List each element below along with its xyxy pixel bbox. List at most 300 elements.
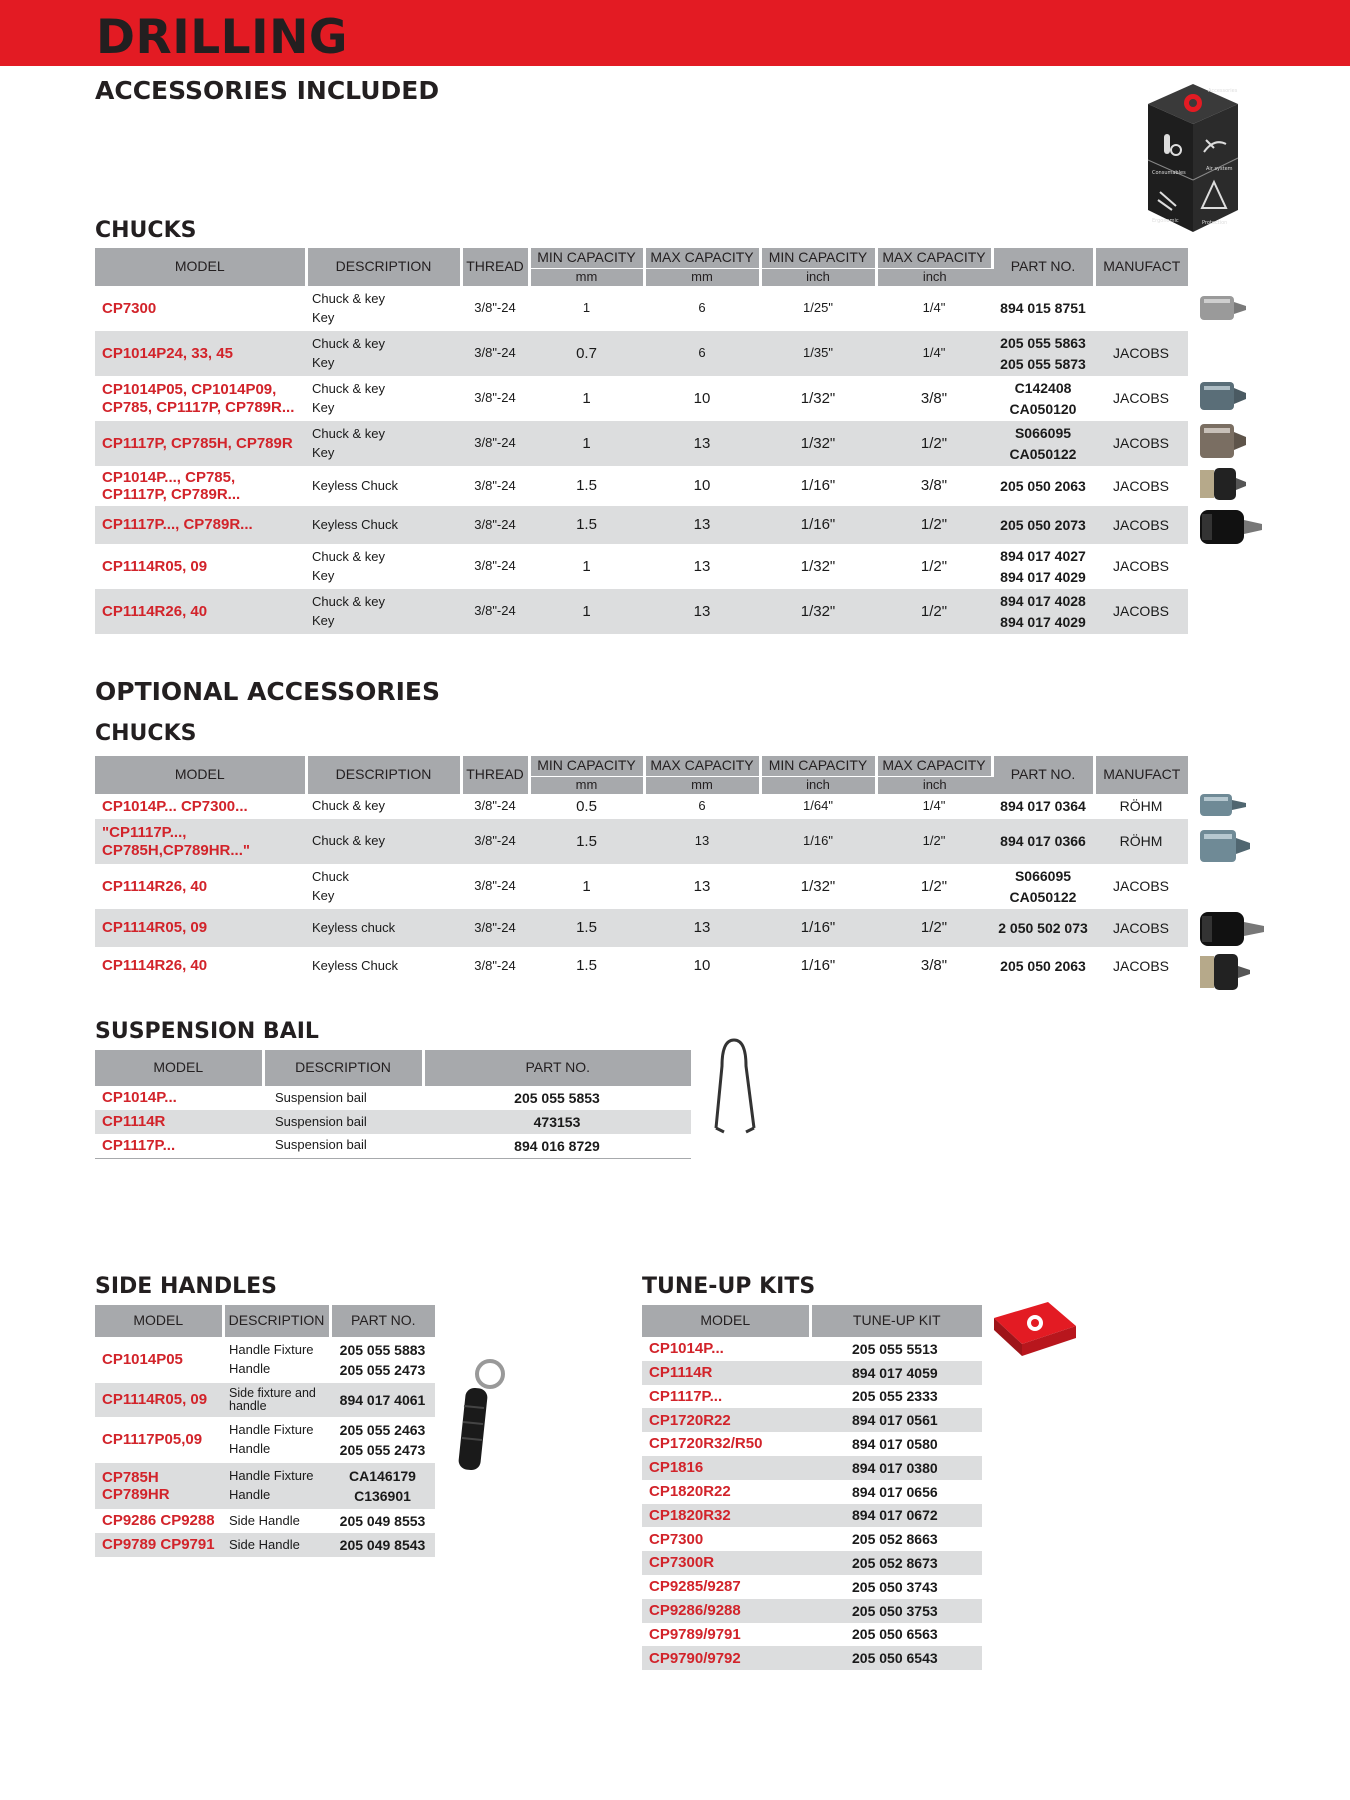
part-no-cell	[992, 286, 1094, 331]
table-row	[95, 1417, 435, 1463]
table-row	[95, 544, 1188, 589]
manufacturer-cell: RÖHM	[1094, 819, 1188, 864]
min-mm-cell: 1	[582, 389, 591, 407]
part-no-cell	[992, 544, 1094, 589]
thread-cell: 3/8"-24	[461, 331, 529, 376]
max-inch-cell: 3/8"	[920, 477, 948, 495]
thread-cell: 3/8"-24	[461, 421, 529, 466]
description-line: Side Handle	[229, 1536, 300, 1552]
min-inch-cell: 1/32"	[760, 589, 876, 634]
manufacturer-cell: JACOBS	[1112, 957, 1169, 974]
page-title: DRILLING	[96, 10, 348, 65]
table-row	[642, 1385, 982, 1409]
description-cell	[223, 1463, 330, 1509]
min-inch-cell: 1/16"	[800, 477, 836, 495]
model-cell: CP1014P05, CP1014P09, CP785, CP1117P, CP789R...	[102, 381, 295, 416]
badge-label: Protection	[1202, 220, 1228, 226]
table-row	[95, 589, 1188, 634]
part-no-cell	[992, 376, 1094, 421]
table-row	[642, 1432, 982, 1456]
min-inch-cell: 1/32"	[800, 557, 836, 575]
model-cell: CP1014P05	[102, 1351, 183, 1369]
model-cell: CP1820R22	[649, 1483, 731, 1501]
description-line: Handle	[229, 1487, 271, 1502]
description-line: Keyless Chuck	[312, 477, 398, 493]
table-row	[95, 286, 1188, 331]
part-no: 205 050 2073	[1000, 516, 1086, 533]
manufacturer-cell: JACOBS	[1112, 558, 1169, 575]
max-mm-cell: 10	[693, 957, 711, 975]
part-no-cell	[992, 466, 1094, 506]
min-inch-cell: 1/32"	[800, 877, 836, 895]
part-no: 894 017 4029	[1000, 568, 1086, 585]
part-no: 205 055 2473	[339, 1362, 426, 1378]
model-cell: CP7300R	[642, 1551, 810, 1575]
min-mm-cell: 1.5	[576, 477, 597, 495]
table-row	[95, 819, 1188, 864]
table-row	[642, 1527, 982, 1551]
table-row	[642, 1456, 982, 1480]
chuck-image	[1198, 952, 1254, 992]
max-mm-cell: 13	[644, 506, 760, 544]
col-description: DESCRIPTION	[263, 1050, 423, 1086]
min-inch-cell: 1/16"	[760, 819, 876, 864]
part-no: 205 055 5863	[1000, 335, 1086, 352]
col-description: DESCRIPTION	[223, 1305, 330, 1337]
side-handles-table	[95, 1305, 435, 1557]
min-mm-cell: 1.5	[529, 506, 644, 544]
part-no: 894 017 4027	[1000, 548, 1086, 565]
part-no-cell	[992, 947, 1094, 985]
manufacturer-cell	[1094, 286, 1188, 331]
max-inch-cell: 1/2"	[920, 877, 948, 895]
max-inch-cell: 1/2"	[876, 909, 992, 947]
part-no: S066095	[1014, 425, 1072, 442]
col-part-no: PART NO.	[992, 756, 1094, 794]
table-row	[95, 506, 1188, 544]
description-line: Keyless chuck	[312, 919, 396, 935]
manufacturer-cell: JACOBS	[1112, 390, 1169, 407]
part-no-cell	[330, 1533, 435, 1557]
part-no-cell: 894 016 8729	[423, 1134, 691, 1158]
thread-cell: 3/8"-24	[461, 909, 529, 947]
unit-mm: mm	[529, 268, 644, 286]
tune-up-kit-cell: 894 017 0380	[810, 1456, 982, 1480]
description-line: Key	[312, 612, 335, 628]
tune-up-kit-cell: 894 017 0561	[810, 1408, 982, 1432]
min-inch-cell: 1/25"	[803, 300, 833, 316]
description-cell	[306, 466, 461, 506]
description-cell	[223, 1509, 330, 1533]
max-mm-cell: 10	[693, 389, 711, 407]
model-cell: CP9789 CP9791	[95, 1533, 223, 1557]
part-no-cell	[992, 794, 1094, 819]
description-cell	[306, 589, 461, 634]
part-no-cell	[992, 506, 1094, 544]
part-no-cell	[992, 864, 1094, 909]
description-line: Chuck & key	[312, 548, 385, 564]
model-cell: CP1114R26, 40	[102, 877, 208, 895]
manufacturer-cell: JACOBS	[1094, 421, 1188, 466]
col-max-capacity-mm: MAX CAPACITY	[644, 248, 760, 268]
description-line: Chuck & key	[312, 798, 385, 814]
col-part-no: PART NO.	[423, 1050, 691, 1086]
max-mm-cell: 6	[698, 798, 706, 814]
table-row	[95, 331, 1188, 376]
description-line: Key	[312, 887, 335, 903]
max-mm-cell: 13	[644, 819, 760, 864]
max-inch-cell: 1/2"	[876, 819, 992, 864]
model-cell: CP1014P...	[102, 1089, 177, 1107]
max-mm-cell: 13	[693, 877, 711, 895]
model-cell: CP1117P...	[649, 1387, 723, 1405]
max-mm-cell: 6	[698, 300, 706, 316]
min-inch-cell: 1/16"	[800, 957, 836, 975]
manufacturer-cell: JACOBS	[1112, 477, 1169, 494]
table-row	[95, 1533, 435, 1557]
part-no-cell	[992, 589, 1094, 634]
suspension-bail-image	[706, 1036, 762, 1136]
part-no: 894 017 4028	[1000, 593, 1086, 610]
table-row	[95, 1509, 435, 1533]
model-cell: CP1114R	[95, 1110, 263, 1134]
min-mm-cell: 0.5	[576, 797, 597, 815]
manufacturer-cell: JACOBS	[1112, 878, 1169, 895]
thread-cell: 3/8"-24	[474, 477, 516, 493]
max-inch-cell: 1/2"	[876, 506, 992, 544]
col-model: MODEL	[95, 1050, 263, 1086]
model-cell: CP1014P...	[649, 1340, 724, 1358]
model-cell: CP9789/9791	[649, 1625, 741, 1643]
model-cell: CP1816	[642, 1456, 810, 1480]
model-cell: CP1117P05,09	[102, 1431, 203, 1449]
max-mm-cell: 6	[644, 331, 760, 376]
min-mm-cell: 1.5	[529, 819, 644, 864]
table-row	[642, 1551, 982, 1575]
manufacturer-cell: JACOBS	[1094, 506, 1188, 544]
tune-up-kit-cell: 205 052 8663	[852, 1531, 938, 1548]
min-inch-cell: 1/32"	[800, 389, 836, 407]
chuck-image	[1198, 290, 1250, 326]
included-chucks-table	[95, 248, 1188, 634]
description-line: Handle	[229, 1441, 271, 1456]
description-cell	[306, 864, 461, 909]
unit-inch: inch	[876, 776, 992, 794]
unit-mm: mm	[644, 776, 760, 794]
thread-cell: 3/8"-24	[474, 878, 516, 894]
description-cell	[306, 544, 461, 589]
chuck-image	[1198, 908, 1276, 950]
min-inch-cell: 1/16"	[760, 506, 876, 544]
thread-cell: 3/8"-24	[461, 819, 529, 864]
table-row	[642, 1480, 982, 1504]
table-row	[642, 1575, 982, 1599]
part-no: 205 049 8553	[339, 1512, 426, 1529]
model-cell: CP1117P..., CP789R...	[95, 506, 306, 544]
manufacturer-cell: JACOBS	[1094, 589, 1188, 634]
min-mm-cell: 0.7	[529, 331, 644, 376]
model-cell: CP1114R26, 40	[95, 589, 306, 634]
part-no: 894 017 4061	[339, 1391, 426, 1408]
col-min-capacity-mm: MIN CAPACITY	[529, 756, 644, 776]
part-no: 205 055 5883	[339, 1341, 426, 1358]
description-line: Key	[312, 309, 335, 325]
description-cell: Suspension bail	[263, 1110, 423, 1134]
max-inch-cell: 1/4"	[876, 331, 992, 376]
part-no: 2 050 502 073	[998, 919, 1088, 936]
min-mm-cell: 1.5	[529, 909, 644, 947]
model-cell: CP1114R05, 09	[95, 909, 306, 947]
thread-cell: 3/8"-24	[474, 798, 516, 814]
chuck-image	[1198, 506, 1272, 548]
tune-up-kit-cell: 205 055 5513	[852, 1340, 938, 1357]
min-inch-cell: 1/16"	[760, 909, 876, 947]
part-no-cell	[330, 1337, 435, 1383]
description-line: Chuck & key	[312, 290, 385, 306]
table-row	[642, 1337, 982, 1361]
model-cell: CP9790/9792	[642, 1646, 810, 1670]
description-cell	[306, 421, 461, 466]
table-row	[95, 864, 1188, 909]
chuck-image	[1198, 466, 1250, 502]
max-mm-cell: 13	[644, 589, 760, 634]
part-no-cell: 205 055 5853	[514, 1089, 600, 1106]
thread-cell: 3/8"-24	[461, 506, 529, 544]
col-model: MODEL	[95, 248, 306, 286]
max-mm-cell: 13	[693, 557, 711, 575]
max-inch-cell: 1/2"	[876, 421, 992, 466]
tune-up-kit-cell: 205 055 2333	[852, 1388, 938, 1405]
description-cell	[306, 331, 461, 376]
model-cell: CP1117P...	[95, 1134, 263, 1158]
unit-inch: inch	[760, 776, 876, 794]
tune-up-kit-cell: 205 050 3743	[852, 1578, 938, 1595]
thread-cell: 3/8"-24	[474, 300, 516, 316]
table-row	[95, 1086, 691, 1110]
tune-up-kit-cell: 894 017 0656	[852, 1483, 938, 1500]
part-no: CA050120	[1009, 400, 1077, 417]
model-cell: CP1114R05, 09	[95, 1383, 223, 1417]
model-cell: CP785H CP789HR	[95, 1463, 223, 1509]
section-suspension-bail: SUSPENSION BAIL	[95, 1019, 319, 1044]
section-accessories-included: ACCESSORIES INCLUDED	[95, 76, 440, 105]
part-no-cell	[992, 909, 1094, 947]
table-row	[95, 466, 1188, 506]
part-no: 205 055 2463	[339, 1421, 426, 1438]
description-line: Chuck & key	[312, 335, 385, 351]
min-mm-cell: 1	[529, 589, 644, 634]
tune-up-kit-cell: 894 017 0672	[810, 1504, 982, 1528]
description-line: Key	[312, 354, 335, 370]
section-chucks-included: CHUCKS	[95, 218, 197, 243]
min-inch-cell: 1/32"	[760, 421, 876, 466]
table-row	[642, 1646, 982, 1670]
model-cell: CP1014P... CP7300...	[102, 797, 248, 815]
description-line: Handle	[229, 1361, 271, 1376]
chuck-image	[1198, 420, 1250, 462]
tune-up-kit-cell: 205 052 8673	[810, 1551, 982, 1575]
section-tune-up-kits: TUNE-UP KITS	[642, 1274, 816, 1299]
col-part-no: PART NO.	[992, 248, 1094, 286]
chuck-image	[1198, 378, 1250, 414]
description-line: Side Handle	[229, 1512, 300, 1528]
model-cell: CP9285/9287	[649, 1578, 741, 1596]
description-cell	[306, 506, 461, 544]
part-no: CA050122	[1009, 445, 1077, 462]
description-line: Chuck & key	[312, 593, 385, 609]
col-manufact: MANUFACT	[1094, 248, 1188, 286]
manufacturer-cell: RÖHM	[1119, 798, 1163, 815]
section-optional-accessories: OPTIONAL ACCESSORIES	[95, 677, 440, 706]
max-inch-cell: 3/8"	[920, 389, 948, 407]
part-no: 205 050 2063	[1000, 957, 1086, 974]
part-no-cell: 473153	[423, 1110, 691, 1134]
description-cell	[306, 947, 461, 985]
description-line: Chuck & key	[312, 833, 385, 849]
table-row	[642, 1408, 982, 1432]
min-inch-cell: 1/35"	[760, 331, 876, 376]
table-row	[95, 1463, 435, 1509]
max-inch-cell: 1/2"	[920, 557, 948, 575]
tune-up-kit-cell: 205 050 3753	[810, 1599, 982, 1623]
description-cell	[223, 1383, 330, 1417]
col-min-capacity-inch: MIN CAPACITY	[760, 756, 876, 776]
section-chucks-optional: CHUCKS	[95, 721, 197, 746]
part-no: 205 050 2063	[1000, 477, 1086, 494]
description-line: Handle Fixture	[229, 1342, 314, 1358]
unit-inch: inch	[876, 268, 992, 286]
model-cell: CP1114R05, 09	[102, 557, 208, 575]
part-no-cell	[330, 1509, 435, 1533]
min-mm-cell: 1	[582, 557, 591, 575]
col-model: MODEL	[95, 1305, 223, 1337]
optional-chucks-table	[95, 756, 1188, 985]
tune-up-kits-table	[642, 1305, 982, 1670]
unit-mm: mm	[644, 268, 760, 286]
badge-label: Air system	[1206, 166, 1233, 172]
description-cell	[223, 1417, 330, 1463]
description-line: Chuck	[312, 868, 349, 884]
part-no: 894 017 4029	[1000, 613, 1086, 630]
model-cell: CP9286 CP9288	[102, 1512, 215, 1530]
part-no: 894 017 0366	[1000, 833, 1086, 850]
thread-cell: 3/8"-24	[474, 558, 516, 574]
table-row	[95, 376, 1188, 421]
part-no-cell	[992, 331, 1094, 376]
tune-up-kit-cell: 894 017 4059	[810, 1361, 982, 1385]
badge-label: Accessories	[1208, 88, 1238, 94]
col-max-capacity-inch: MAX CAPACITY	[876, 248, 992, 268]
model-cell: CP1014P24, 33, 45	[95, 331, 306, 376]
part-no: 205 055 5873	[1000, 355, 1086, 372]
model-cell: CP1114R26, 40	[102, 957, 208, 975]
table-row	[95, 1134, 691, 1158]
thread-cell: 3/8"-24	[461, 589, 529, 634]
part-no-cell	[992, 421, 1094, 466]
col-manufact: MANUFACT	[1094, 756, 1188, 794]
model-cell: CP9286/9288	[642, 1599, 810, 1623]
top-banner	[0, 0, 1350, 66]
table-row	[95, 909, 1188, 947]
table-row	[642, 1361, 982, 1385]
side-handle-image	[452, 1356, 510, 1476]
part-no: 894 017 0364	[1000, 798, 1086, 815]
table-row	[95, 1110, 691, 1134]
description-cell	[223, 1533, 330, 1557]
badge-label: Consumables	[1152, 170, 1186, 176]
max-inch-cell: 1/4"	[922, 300, 946, 316]
col-thread: THREAD	[461, 248, 529, 286]
col-max-capacity-mm: MAX CAPACITY	[644, 756, 760, 776]
table-row	[642, 1599, 982, 1623]
col-max-capacity-inch: MAX CAPACITY	[876, 756, 992, 776]
col-tune-up-kit: TUNE-UP KIT	[810, 1305, 982, 1337]
description-line: Keyless Chuck	[312, 957, 398, 973]
description-line: Handle Fixture	[229, 1422, 314, 1438]
manufacturer-cell: JACOBS	[1094, 909, 1188, 947]
description-line: Key	[312, 567, 335, 583]
description-line: Key	[312, 399, 335, 415]
part-no: 894 015 8751	[1000, 300, 1086, 317]
col-description: DESCRIPTION	[306, 248, 461, 286]
col-model: MODEL	[95, 756, 306, 794]
chuck-image	[1198, 790, 1250, 820]
part-no: S066095	[1014, 868, 1072, 885]
col-thread: THREAD	[461, 756, 529, 794]
description-cell	[306, 909, 461, 947]
description-cell	[306, 794, 461, 819]
min-mm-cell: 1	[582, 300, 591, 316]
table-row	[95, 1337, 435, 1383]
description-cell: Suspension bail	[275, 1089, 367, 1105]
model-cell: CP1117P, CP785H, CP789R	[95, 421, 306, 466]
part-no-cell	[330, 1463, 435, 1509]
description-cell	[306, 376, 461, 421]
model-cell: CP1720R32/R50	[649, 1435, 763, 1453]
max-inch-cell: 3/8"	[920, 957, 948, 975]
chuck-image	[1198, 826, 1254, 866]
max-mm-cell: 13	[644, 421, 760, 466]
part-no: C142408	[1014, 380, 1072, 397]
part-no: 205 049 8543	[339, 1536, 426, 1553]
part-no-cell	[330, 1383, 435, 1417]
model-cell: CP7300	[649, 1530, 704, 1548]
section-side-handles: SIDE HANDLES	[95, 1274, 277, 1299]
description-cell	[223, 1337, 330, 1383]
table-row	[642, 1623, 982, 1647]
min-mm-cell: 1	[582, 877, 591, 895]
part-no-cell	[992, 819, 1094, 864]
col-description: DESCRIPTION	[306, 756, 461, 794]
table-row	[95, 794, 1188, 819]
part-no: CA146179	[349, 1467, 416, 1484]
model-cell: "CP1117P..., CP785H,CP789HR..."	[95, 819, 306, 864]
unit-mm: mm	[529, 776, 644, 794]
col-part-no: PART NO.	[330, 1305, 435, 1337]
table-row	[642, 1504, 982, 1528]
model-cell: CP7300	[102, 299, 157, 317]
max-inch-cell: 1/4"	[922, 798, 946, 814]
max-mm-cell: 10	[693, 477, 711, 495]
table-row	[95, 421, 1188, 466]
model-cell: CP1820R32	[642, 1504, 810, 1528]
description-line: Chuck & key	[312, 380, 385, 396]
part-no: CA050122	[1009, 888, 1077, 905]
badge-label: Ergonomic	[1152, 218, 1179, 224]
thread-cell: 3/8"-24	[474, 957, 516, 973]
description-line: Side fixture and handle	[229, 1385, 316, 1413]
min-inch-cell: 1/64"	[803, 798, 833, 814]
